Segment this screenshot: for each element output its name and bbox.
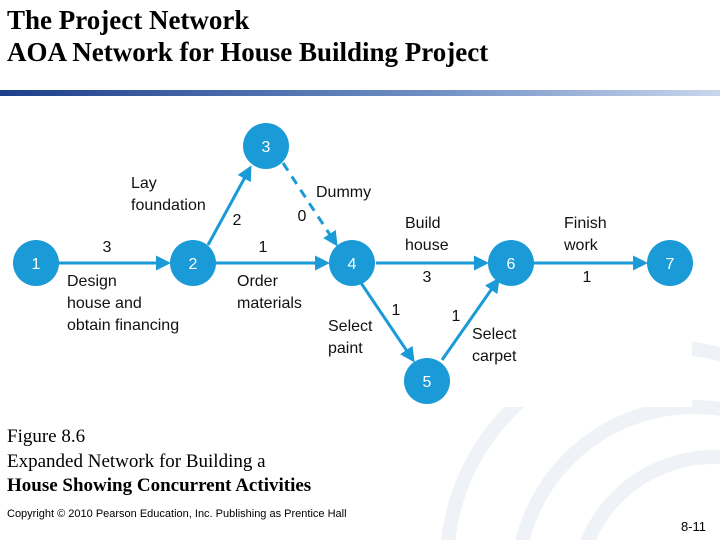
node-1 [13, 240, 59, 286]
figure-caption-line-3: House Showing Concurrent Activities [7, 475, 312, 497]
figure-caption [7, 425, 311, 499]
activity-6-7-name-line-2: work [564, 237, 598, 254]
activity-2-3-duration: 2 [232, 212, 242, 229]
activity-3-4-duration: 0 [297, 208, 307, 225]
activity-4-5-name-line-2: paint [328, 340, 363, 357]
activity-6-7-name-line-1: Finish [564, 215, 607, 232]
node-3-label: 3 [261, 139, 271, 156]
node-6-label: 6 [506, 256, 516, 273]
node-6 [488, 240, 534, 286]
activity-1-2-name-line-1: Design [67, 273, 117, 290]
node-2-label: 2 [188, 256, 198, 273]
activity-6-7-duration: 1 [582, 269, 592, 286]
arrow-3-4-dummy [283, 163, 336, 244]
node-7-label: 7 [665, 256, 675, 273]
activity-2-3-name-line-2: foundation [131, 197, 206, 214]
figure-caption-line-2: Expanded Network for Building a [7, 450, 266, 472]
activity-4-6-duration: 3 [422, 269, 432, 286]
activity-4-5-name-line-1: Select [328, 318, 373, 335]
figure-caption-line-1: Figure 8.6 [7, 426, 86, 447]
activity-1-2-name-line-3: obtain financing [67, 317, 180, 334]
activity-2-4-name-line-2: materials [237, 295, 302, 312]
node-2 [170, 240, 216, 286]
slide-title-line-2: AOA Network for House Building Project [7, 37, 489, 68]
node-7 [647, 240, 693, 286]
activity-4-6-name-line-1: Build [405, 215, 441, 232]
activity-1-2-duration: 3 [102, 239, 112, 256]
page-number: 8-11 [680, 519, 706, 534]
copyright-notice: Copyright © 2010 Pearson Education, Inc. Publishing as Prentice Hall [7, 508, 347, 520]
node-3 [243, 123, 289, 169]
arrow-2-3 [208, 168, 250, 245]
node-5 [404, 358, 450, 404]
activity-4-5-duration: 1 [391, 302, 401, 319]
activity-2-4-name-line-1: Order [237, 273, 278, 290]
node-1-label: 1 [31, 256, 41, 273]
activity-5-6-name-line-2: carpet [472, 348, 517, 365]
activity-2-4-duration: 1 [258, 239, 268, 256]
slide-title-line-1: The Project Network [7, 5, 250, 35]
activity-2-3-name-line-1: Lay [131, 175, 157, 192]
node-4-label: 4 [347, 256, 357, 273]
node-4 [329, 240, 375, 286]
activity-5-6-duration: 1 [451, 308, 461, 325]
activity-5-6-name-line-1: Select [472, 326, 517, 343]
activity-1-2-name-line-2: house and [67, 295, 142, 312]
activity-3-4-name: Dummy [316, 184, 372, 201]
activity-4-6-name-line-2: house [405, 237, 449, 254]
node-5-label: 5 [422, 374, 432, 391]
